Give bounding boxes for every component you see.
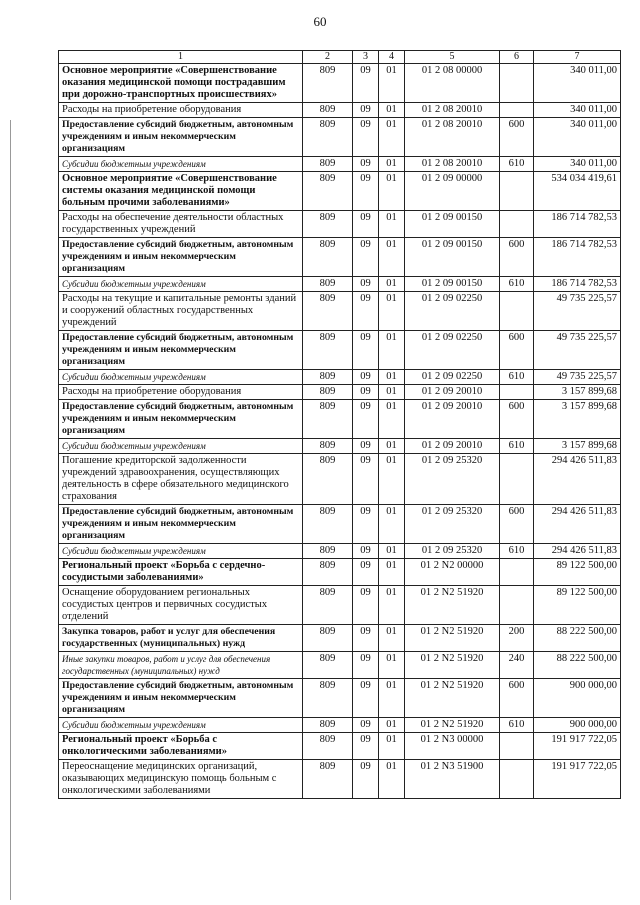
- row-description: Субсидии бюджетным учреждениям: [59, 439, 303, 454]
- ministry-code: 809: [303, 157, 353, 172]
- table-row: [59, 760, 621, 799]
- target-article-code: 01 2 09 20010: [405, 439, 500, 454]
- section-code: 09: [353, 454, 379, 505]
- target-article-code: 01 2 09 20010: [405, 400, 500, 439]
- table-row: [59, 172, 621, 211]
- amount: 3 157 899,68: [534, 439, 621, 454]
- row-description: Субсидии бюджетным учреждениям: [59, 370, 303, 385]
- subsection-code: 01: [379, 559, 405, 586]
- ministry-code: 809: [303, 172, 353, 211]
- row-description: Иные закупки товаров, работ и услуг для обеспечения государственных (муниципальных) нужд: [59, 652, 303, 679]
- subsection-code: 01: [379, 64, 405, 103]
- table-row: [59, 400, 621, 439]
- target-article-code: 01 2 08 20010: [405, 118, 500, 157]
- subsection-code: 01: [379, 505, 405, 544]
- target-article-code: 01 2 09 25320: [405, 505, 500, 544]
- ministry-code: 809: [303, 652, 353, 679]
- row-description: Оснащение оборудованием региональных сосудистых центров и первичных сосудистых отделений: [59, 586, 303, 625]
- subsection-code: 01: [379, 238, 405, 277]
- expense-type-code: 610: [500, 277, 534, 292]
- subsection-code: 01: [379, 103, 405, 118]
- column-header: 7: [534, 51, 621, 64]
- ministry-code: 809: [303, 439, 353, 454]
- target-article-code: 01 2 N2 51920: [405, 679, 500, 718]
- table-row: [59, 454, 621, 505]
- section-code: 09: [353, 277, 379, 292]
- amount: 89 122 500,00: [534, 559, 621, 586]
- ministry-code: 809: [303, 385, 353, 400]
- scan-edge-line: [10, 120, 11, 900]
- subsection-code: 01: [379, 439, 405, 454]
- row-description: Субсидии бюджетным учреждениям: [59, 277, 303, 292]
- amount: 294 426 511,83: [534, 454, 621, 505]
- table-row: [59, 625, 621, 652]
- target-article-code: 01 2 N3 00000: [405, 733, 500, 760]
- table-row: [59, 238, 621, 277]
- section-code: 09: [353, 331, 379, 370]
- ministry-code: 809: [303, 586, 353, 625]
- expense-type-code: 200: [500, 625, 534, 652]
- expense-type-code: [500, 172, 534, 211]
- row-description: Субсидии бюджетным учреждениям: [59, 157, 303, 172]
- target-article-code: 01 2 N2 51920: [405, 625, 500, 652]
- target-article-code: 01 2 08 20010: [405, 157, 500, 172]
- expense-type-code: 240: [500, 652, 534, 679]
- expense-type-code: 600: [500, 331, 534, 370]
- subsection-code: 01: [379, 118, 405, 157]
- section-code: 09: [353, 118, 379, 157]
- expense-type-code: [500, 760, 534, 799]
- row-description: Погашение кредиторской задолженности учреждений здравоохранения, осуществляющих деятельность в сфере обязательного медицинского страхования: [59, 454, 303, 505]
- table-row: [59, 292, 621, 331]
- expense-type-code: 610: [500, 157, 534, 172]
- ministry-code: 809: [303, 400, 353, 439]
- table-row: [59, 544, 621, 559]
- row-description: Субсидии бюджетным учреждениям: [59, 544, 303, 559]
- section-code: 09: [353, 157, 379, 172]
- amount: 340 011,00: [534, 64, 621, 103]
- ministry-code: 809: [303, 454, 353, 505]
- table-row: [59, 679, 621, 718]
- ministry-code: 809: [303, 718, 353, 733]
- ministry-code: 809: [303, 238, 353, 277]
- amount: 186 714 782,53: [534, 238, 621, 277]
- budget-table: [58, 50, 621, 799]
- subsection-code: 01: [379, 679, 405, 718]
- target-article-code: 01 2 N2 00000: [405, 559, 500, 586]
- row-description: Переоснащение медицинских организаций, оказывающих медицинскую помощь больным с онкологическими заболеваниями: [59, 760, 303, 799]
- subsection-code: 01: [379, 172, 405, 211]
- section-code: 09: [353, 652, 379, 679]
- subsection-code: 01: [379, 331, 405, 370]
- section-code: 09: [353, 625, 379, 652]
- section-code: 09: [353, 505, 379, 544]
- table-row: [59, 370, 621, 385]
- target-article-code: 01 2 08 20010: [405, 103, 500, 118]
- row-description: Предоставление субсидий бюджетным, автономным учреждениям и иным некоммерческим организациям: [59, 679, 303, 718]
- ministry-code: 809: [303, 733, 353, 760]
- ministry-code: 809: [303, 103, 353, 118]
- expense-type-code: 610: [500, 370, 534, 385]
- expense-type-code: 600: [500, 118, 534, 157]
- ministry-code: 809: [303, 559, 353, 586]
- expense-type-code: [500, 64, 534, 103]
- amount: 49 735 225,57: [534, 370, 621, 385]
- table-row: [59, 652, 621, 679]
- section-code: 09: [353, 370, 379, 385]
- ministry-code: 809: [303, 118, 353, 157]
- column-header: 5: [405, 51, 500, 64]
- subsection-code: 01: [379, 760, 405, 799]
- table-row: [59, 118, 621, 157]
- section-code: 09: [353, 733, 379, 760]
- ministry-code: 809: [303, 331, 353, 370]
- row-description: Основное мероприятие «Совершенствование системы оказания медицинской помощи больным прочими заболеваниями»: [59, 172, 303, 211]
- subsection-code: 01: [379, 652, 405, 679]
- section-code: 09: [353, 238, 379, 277]
- column-header: 6: [500, 51, 534, 64]
- section-code: 09: [353, 172, 379, 211]
- amount: 191 917 722,05: [534, 733, 621, 760]
- expense-type-code: [500, 103, 534, 118]
- section-code: 09: [353, 439, 379, 454]
- section-code: 09: [353, 718, 379, 733]
- amount: 186 714 782,53: [534, 277, 621, 292]
- row-description: Предоставление субсидий бюджетным, автономным учреждениям и иным некоммерческим организациям: [59, 118, 303, 157]
- target-article-code: 01 2 08 00000: [405, 64, 500, 103]
- ministry-code: 809: [303, 370, 353, 385]
- section-code: 09: [353, 385, 379, 400]
- subsection-code: 01: [379, 454, 405, 505]
- subsection-code: 01: [379, 586, 405, 625]
- row-description: Предоставление субсидий бюджетным, автономным учреждениям и иным некоммерческим организациям: [59, 505, 303, 544]
- section-code: 09: [353, 544, 379, 559]
- row-description: Субсидии бюджетным учреждениям: [59, 718, 303, 733]
- expense-type-code: [500, 559, 534, 586]
- ministry-code: 809: [303, 292, 353, 331]
- target-article-code: 01 2 09 02250: [405, 331, 500, 370]
- target-article-code: 01 2 09 00150: [405, 238, 500, 277]
- table-row: [59, 559, 621, 586]
- target-article-code: 01 2 N2 51920: [405, 718, 500, 733]
- ministry-code: 809: [303, 505, 353, 544]
- ministry-code: 809: [303, 544, 353, 559]
- ministry-code: 809: [303, 211, 353, 238]
- expense-type-code: [500, 733, 534, 760]
- target-article-code: 01 2 09 02250: [405, 370, 500, 385]
- section-code: 09: [353, 292, 379, 331]
- section-code: 09: [353, 586, 379, 625]
- target-article-code: 01 2 N3 51900: [405, 760, 500, 799]
- amount: 294 426 511,83: [534, 505, 621, 544]
- expense-type-code: 610: [500, 439, 534, 454]
- ministry-code: 809: [303, 679, 353, 718]
- column-header: 1: [59, 51, 303, 64]
- row-description: Расходы на обеспечение деятельности областных государственных учреждений: [59, 211, 303, 238]
- amount: 3 157 899,68: [534, 385, 621, 400]
- amount: 49 735 225,57: [534, 331, 621, 370]
- amount: 88 222 500,00: [534, 625, 621, 652]
- subsection-code: 01: [379, 277, 405, 292]
- ministry-code: 809: [303, 64, 353, 103]
- table-row: [59, 277, 621, 292]
- target-article-code: 01 2 09 20010: [405, 385, 500, 400]
- row-description: Предоставление субсидий бюджетным, автономным учреждениям и иным некоммерческим организациям: [59, 400, 303, 439]
- table-row: [59, 331, 621, 370]
- column-header: 4: [379, 51, 405, 64]
- target-article-code: 01 2 09 25320: [405, 544, 500, 559]
- amount: 900 000,00: [534, 679, 621, 718]
- row-description: Расходы на текущие и капитальные ремонты зданий и сооружений областных государственных учреждений: [59, 292, 303, 331]
- expense-type-code: 610: [500, 718, 534, 733]
- subsection-code: 01: [379, 292, 405, 331]
- row-description: Предоставление субсидий бюджетным, автономным учреждениям и иным некоммерческим организациям: [59, 238, 303, 277]
- subsection-code: 01: [379, 370, 405, 385]
- budget-table-body: [59, 51, 621, 799]
- target-article-code: 01 2 09 25320: [405, 454, 500, 505]
- section-code: 09: [353, 559, 379, 586]
- column-header: 3: [353, 51, 379, 64]
- target-article-code: 01 2 09 00150: [405, 211, 500, 238]
- table-row: [59, 64, 621, 103]
- target-article-code: 01 2 09 00000: [405, 172, 500, 211]
- amount: 294 426 511,83: [534, 544, 621, 559]
- subsection-code: 01: [379, 625, 405, 652]
- table-header-row: [59, 51, 621, 64]
- amount: 89 122 500,00: [534, 586, 621, 625]
- table-row: [59, 505, 621, 544]
- section-code: 09: [353, 211, 379, 238]
- subsection-code: 01: [379, 385, 405, 400]
- section-code: 09: [353, 64, 379, 103]
- table-row: [59, 439, 621, 454]
- subsection-code: 01: [379, 157, 405, 172]
- table-row: [59, 385, 621, 400]
- section-code: 09: [353, 760, 379, 799]
- table-row: [59, 157, 621, 172]
- amount: 49 735 225,57: [534, 292, 621, 331]
- expense-type-code: 600: [500, 238, 534, 277]
- row-description: Закупка товаров, работ и услуг для обеспечения государственных (муниципальных) нужд: [59, 625, 303, 652]
- target-article-code: 01 2 09 00150: [405, 277, 500, 292]
- table-row: [59, 211, 621, 238]
- row-description: Расходы на приобретение оборудования: [59, 385, 303, 400]
- subsection-code: 01: [379, 544, 405, 559]
- amount: 88 222 500,00: [534, 652, 621, 679]
- expense-type-code: [500, 292, 534, 331]
- amount: 191 917 722,05: [534, 760, 621, 799]
- expense-type-code: [500, 586, 534, 625]
- amount: 3 157 899,68: [534, 400, 621, 439]
- section-code: 09: [353, 103, 379, 118]
- row-description: Расходы на приобретение оборудования: [59, 103, 303, 118]
- row-description: Региональный проект «Борьба с сердечно-сосудистыми заболеваниями»: [59, 559, 303, 586]
- amount: 900 000,00: [534, 718, 621, 733]
- amount: 534 034 419,61: [534, 172, 621, 211]
- table-row: [59, 733, 621, 760]
- subsection-code: 01: [379, 718, 405, 733]
- ministry-code: 809: [303, 625, 353, 652]
- table-row: [59, 586, 621, 625]
- table-row: [59, 718, 621, 733]
- row-description: Региональный проект «Борьба с онкологическими заболеваниями»: [59, 733, 303, 760]
- row-description: Предоставление субсидий бюджетным, автономным учреждениям и иным некоммерческим организациям: [59, 331, 303, 370]
- target-article-code: 01 2 N2 51920: [405, 586, 500, 625]
- expense-type-code: 600: [500, 400, 534, 439]
- target-article-code: 01 2 09 02250: [405, 292, 500, 331]
- amount: 340 011,00: [534, 157, 621, 172]
- ministry-code: 809: [303, 760, 353, 799]
- amount: 186 714 782,53: [534, 211, 621, 238]
- expense-type-code: 600: [500, 505, 534, 544]
- ministry-code: 809: [303, 277, 353, 292]
- expense-type-code: 600: [500, 679, 534, 718]
- subsection-code: 01: [379, 211, 405, 238]
- section-code: 09: [353, 679, 379, 718]
- section-code: 09: [353, 400, 379, 439]
- expense-type-code: 610: [500, 544, 534, 559]
- table-row: [59, 103, 621, 118]
- amount: 340 011,00: [534, 103, 621, 118]
- target-article-code: 01 2 N2 51920: [405, 652, 500, 679]
- column-header: 2: [303, 51, 353, 64]
- row-description: Основное мероприятие «Совершенствование оказания медицинской помощи пострадавшим при дорожно-транспортных происшествиях»: [59, 64, 303, 103]
- subsection-code: 01: [379, 733, 405, 760]
- expense-type-code: [500, 385, 534, 400]
- expense-type-code: [500, 454, 534, 505]
- page-number: 60: [313, 14, 327, 29]
- expense-type-code: [500, 211, 534, 238]
- amount: 340 011,00: [534, 118, 621, 157]
- subsection-code: 01: [379, 400, 405, 439]
